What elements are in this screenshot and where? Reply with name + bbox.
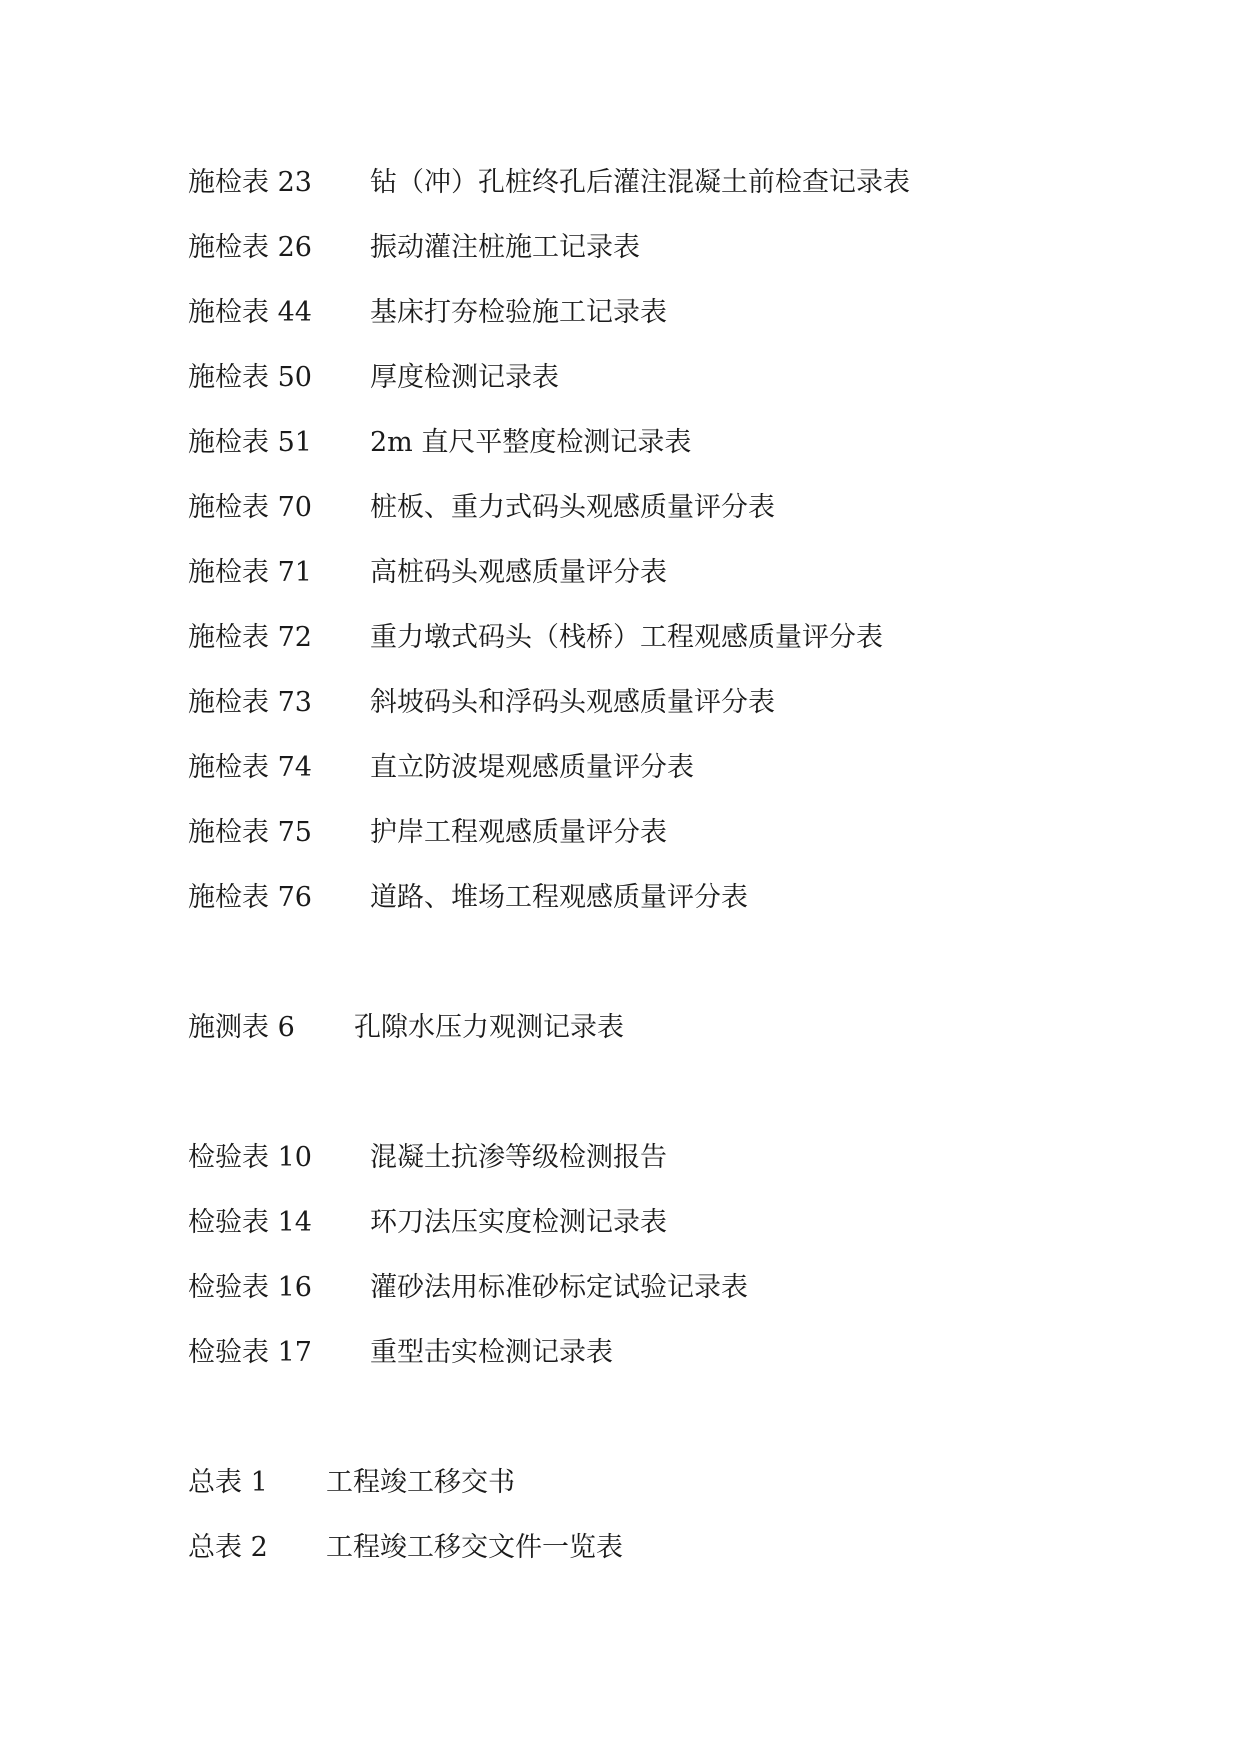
form-code: 总表 1 xyxy=(188,1467,268,1498)
form-list-item xyxy=(188,1268,1148,1308)
form-code: 施检表 23 xyxy=(188,167,312,198)
form-code: 施检表 76 xyxy=(188,882,312,913)
form-title: 工程竣工移交书 xyxy=(326,1467,515,1498)
form-list-item xyxy=(188,813,1148,853)
form-list-item xyxy=(188,293,1148,333)
form-list-item xyxy=(188,1008,1148,1048)
form-title: 振动灌注桩施工记录表 xyxy=(370,232,640,263)
form-code: 施检表 72 xyxy=(188,622,312,653)
form-code: 施检表 74 xyxy=(188,752,312,783)
form-title: 斜坡码头和浮码头观感质量评分表 xyxy=(370,687,775,718)
form-code: 施测表 6 xyxy=(188,1012,295,1043)
form-code: 检验表 14 xyxy=(188,1207,312,1238)
form-list-item xyxy=(188,683,1148,723)
form-title: 灌砂法用标准砂标定试验记录表 xyxy=(370,1272,748,1303)
form-title: 孔隙水压力观测记录表 xyxy=(354,1012,624,1043)
form-code: 检验表 10 xyxy=(188,1142,312,1173)
form-code: 施检表 44 xyxy=(188,297,312,328)
form-list-item xyxy=(188,1138,1148,1178)
form-title: 工程竣工移交文件一览表 xyxy=(326,1532,623,1563)
form-list-item xyxy=(188,423,1148,463)
form-list-item xyxy=(188,748,1148,788)
form-title: 直立防波堤观感质量评分表 xyxy=(370,752,694,783)
form-list-item xyxy=(188,1203,1148,1243)
form-title: 混凝土抗渗等级检测报告 xyxy=(370,1142,667,1173)
form-title: 重力墩式码头（栈桥）工程观感质量评分表 xyxy=(370,622,883,653)
form-list-item xyxy=(188,878,1148,918)
form-code: 施检表 51 xyxy=(188,427,312,458)
form-list-item xyxy=(188,228,1148,268)
form-title: 护岸工程观感质量评分表 xyxy=(370,817,667,848)
form-list-item xyxy=(188,618,1148,658)
form-title: 桩板、重力式码头观感质量评分表 xyxy=(370,492,775,523)
form-title: 环刀法压实度检测记录表 xyxy=(370,1207,667,1238)
form-list-item xyxy=(188,553,1148,593)
form-title: 基床打夯检验施工记录表 xyxy=(370,297,667,328)
form-code: 施检表 70 xyxy=(188,492,312,523)
form-list-item xyxy=(188,1528,1148,1568)
form-title: 钻（冲）孔桩终孔后灌注混凝土前检查记录表 xyxy=(370,167,910,198)
form-list-item xyxy=(188,1463,1148,1503)
form-code: 检验表 17 xyxy=(188,1337,312,1368)
form-title: 厚度检测记录表 xyxy=(370,362,559,393)
form-list-item xyxy=(188,163,1148,203)
form-code: 施检表 75 xyxy=(188,817,312,848)
form-title: 高桩码头观感质量评分表 xyxy=(370,557,667,588)
form-code: 总表 2 xyxy=(188,1532,268,1563)
form-list-item xyxy=(188,488,1148,528)
form-title: 2m 直尺平整度检测记录表 xyxy=(370,427,692,458)
form-code: 施检表 71 xyxy=(188,557,312,588)
form-code: 检验表 16 xyxy=(188,1272,312,1303)
form-title: 重型击实检测记录表 xyxy=(370,1337,613,1368)
form-code: 施检表 26 xyxy=(188,232,312,263)
form-list-item xyxy=(188,358,1148,398)
form-list-item xyxy=(188,1333,1148,1373)
form-code: 施检表 50 xyxy=(188,362,312,393)
form-title: 道路、堆场工程观感质量评分表 xyxy=(370,882,748,913)
form-code: 施检表 73 xyxy=(188,687,312,718)
